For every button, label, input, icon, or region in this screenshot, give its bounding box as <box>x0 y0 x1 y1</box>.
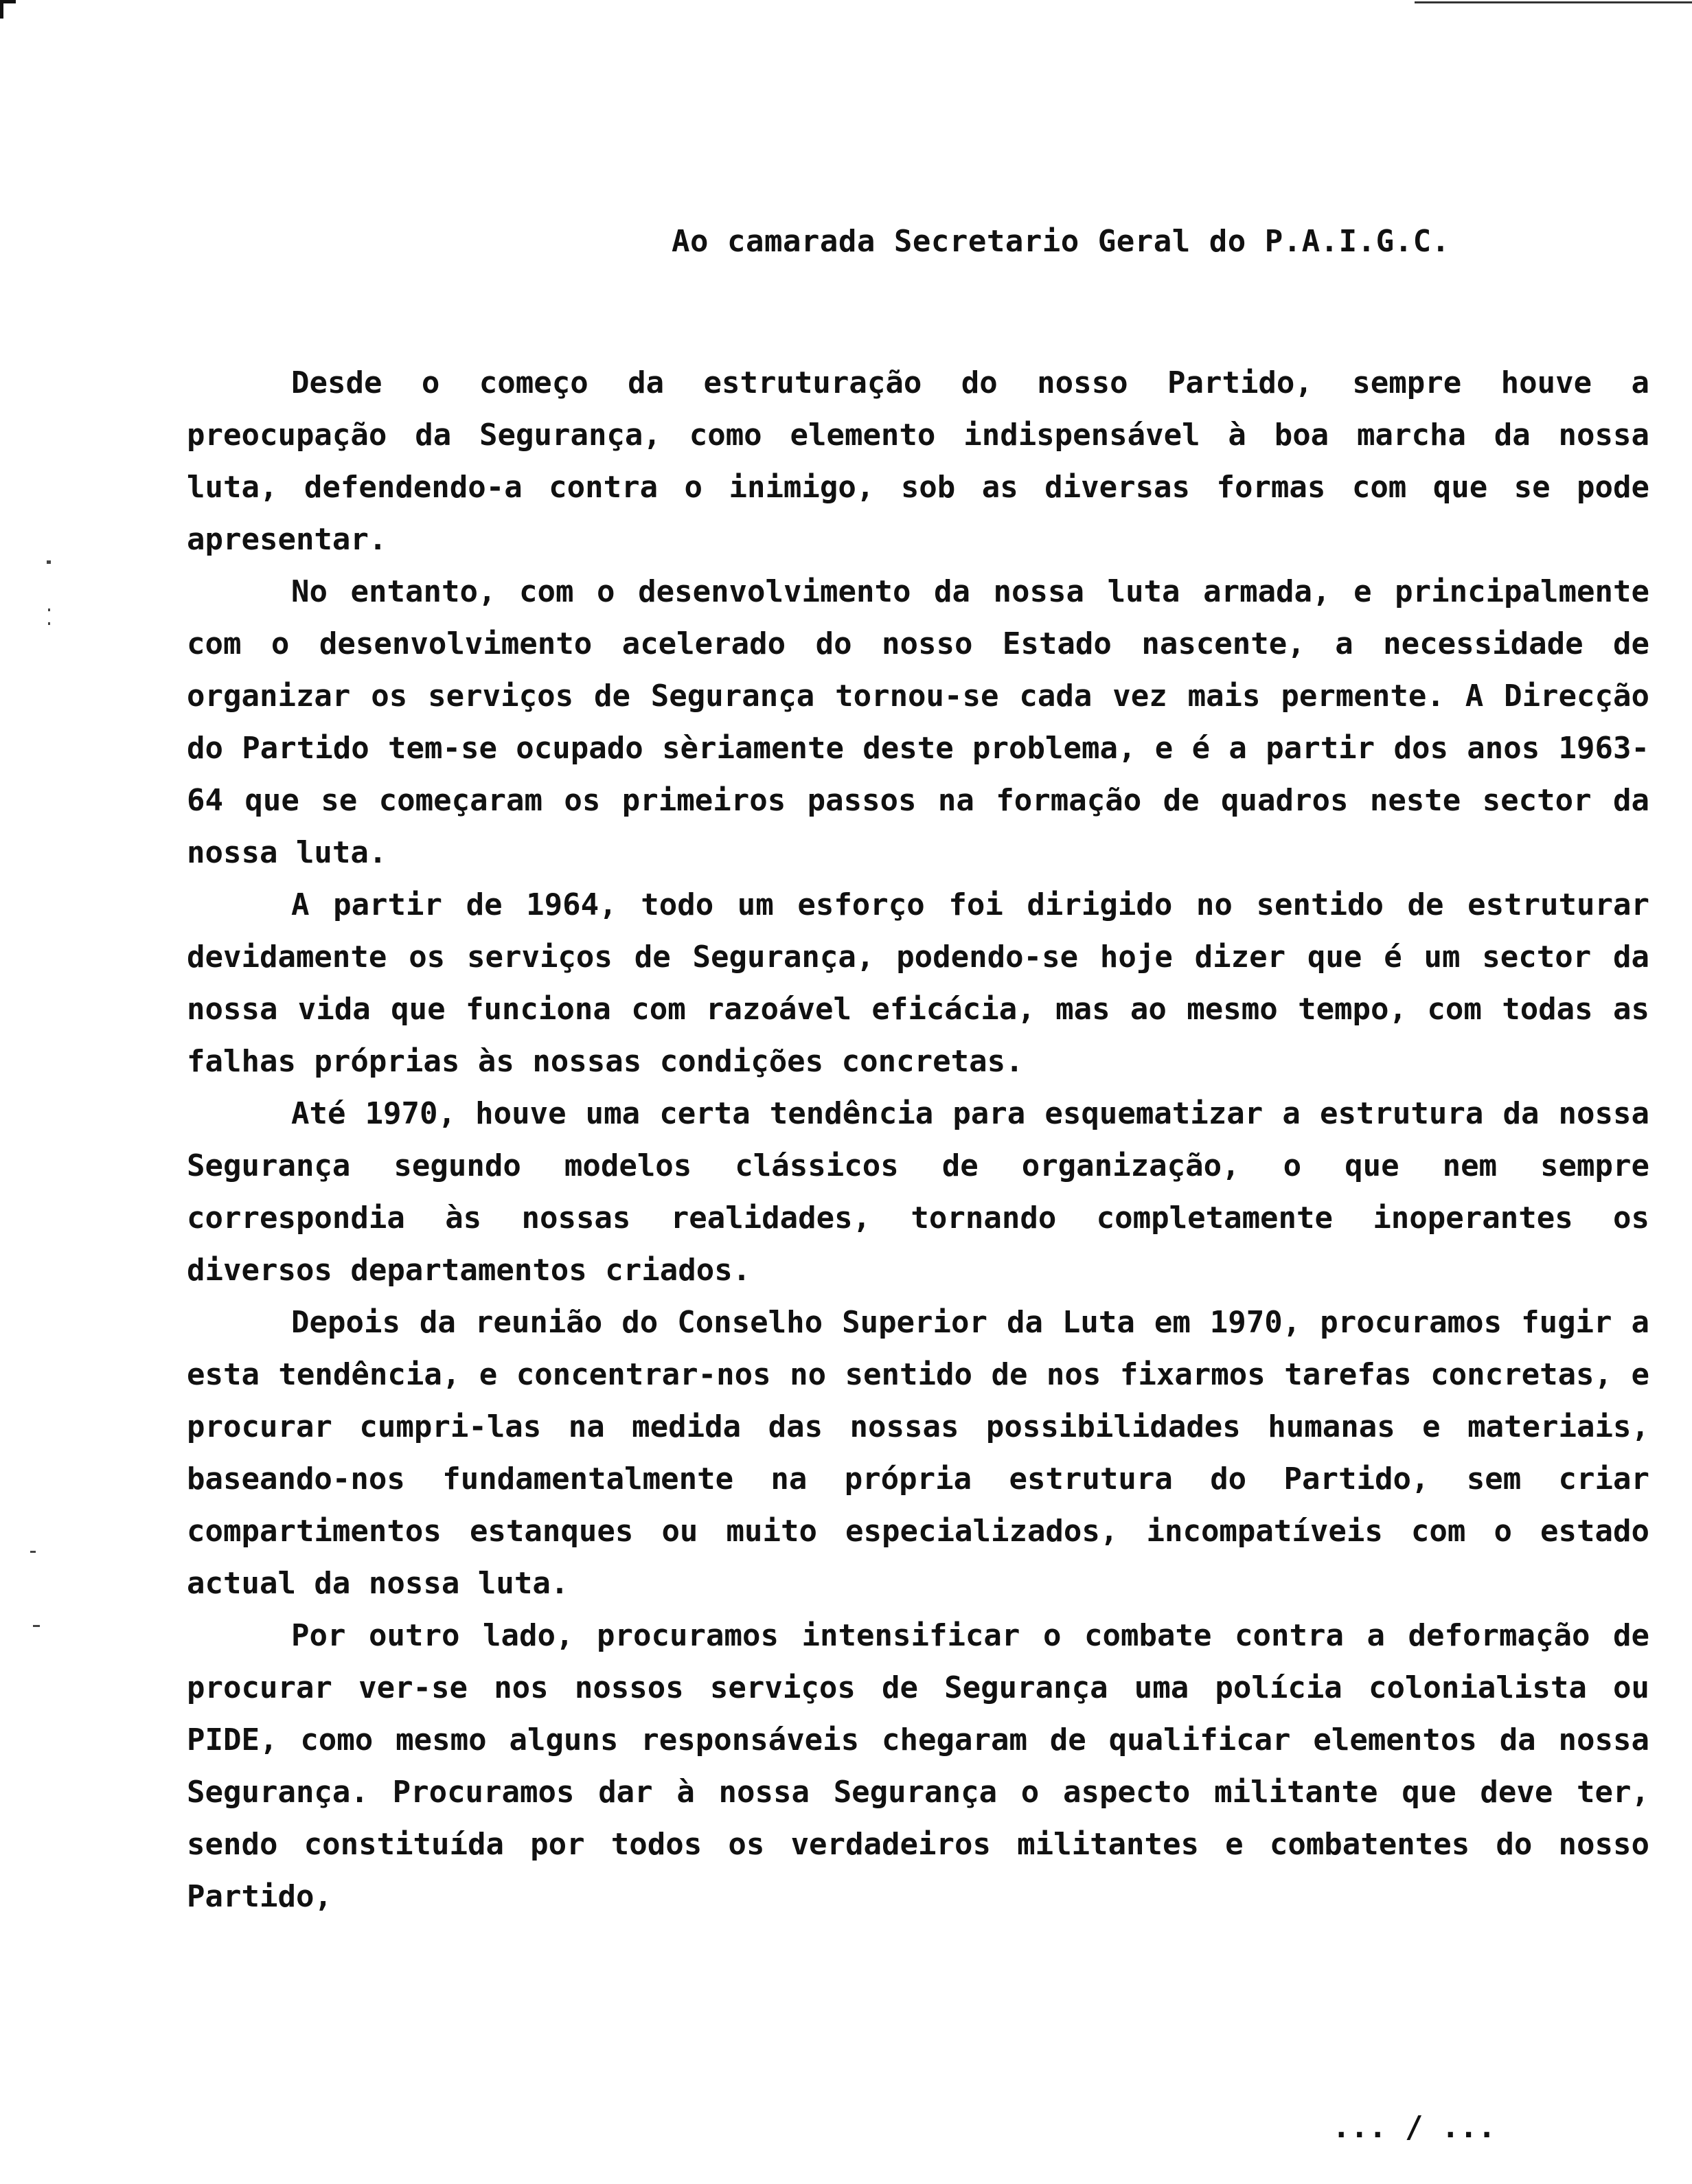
scan-corner-mark <box>0 0 16 19</box>
margin-mark <box>30 1551 36 1553</box>
letter-body <box>187 357 1649 1923</box>
margin-mark <box>33 1625 40 1627</box>
paragraph: No entanto, com o desenvolvimento da nossa luta armada, e principalmente com o desenvolvimento acelerado do nosso Estado nascente, a necessidade de organizar os serviços de Segurança tornou-se cada vez mais permente. A Direcção do Partido tem-se ocupado sèriamente deste problema, e é a partir dos anos 1963-64 que se começaram os primeiros passos na formação de quadros neste sector da nossa luta. <box>187 574 1649 870</box>
paragraph: Depois da reunião do Conselho Superior da Luta em 1970, procuramos fugir a esta tendência, e concentrar-nos no sentido de nos fixarmos tarefas concretas, e procurar cumpri-las na medida das nossas possibilidades humanas e materiais, baseando-nos fundamentalmente na própria estrutura do Partido, sem criar compartimentos estanques ou muito especializados, incompatíveis com o estado actual da nossa luta. <box>187 1305 1649 1601</box>
paragraph: Desde o começo da estruturação do nosso Partido, sempre houve a preocupação da Segurança, como elemento indispensável à boa marcha da nossa luta, defendendo-a contra o inimigo, sob as diversas formas com que se pode apresentar. <box>187 365 1649 557</box>
paragraph: Até 1970, houve uma certa tendência para esquematizar a estrutura da nossa Segurança segundo modelos clássicos de organização, o que nem sempre correspondia às nossas realidades, tornando completamente inoperantes os diversos departamentos criados. <box>187 1096 1649 1288</box>
continuation-mark: ... / ... <box>1332 2110 1496 2145</box>
paragraph: A partir de 1964, todo um esforço foi dirigido no sentido de estruturar devidamente os serviços de Segurança, podendo-se hoje dizer que é um sector da nossa vida que funciona com razoável eficácia, mas ao mesmo tempo, com todas as falhas próprias às nossas condições concretas. <box>187 887 1649 1079</box>
margin-mark <box>48 622 50 625</box>
margin-mark <box>48 608 50 611</box>
paragraph: Por outro lado, procuramos intensificar o combate contra a deformação de procurar ver-se nos nossos serviços de Segurança uma polícia colonialista ou PIDE, como mesmo alguns responsáveis chegaram de qualificar elementos da nossa Segurança. Procuramos dar à nossa Segurança o aspecto militante que deve ter, sendo constituída por todos os verdadeiros militantes e combatentes do nosso Partido, <box>187 1618 1649 1914</box>
scan-top-rule <box>1415 1 1692 3</box>
addressee-line: Ao camarada Secretario Geral do P.A.I.G.C. <box>672 224 1450 259</box>
margin-mark <box>47 560 51 564</box>
